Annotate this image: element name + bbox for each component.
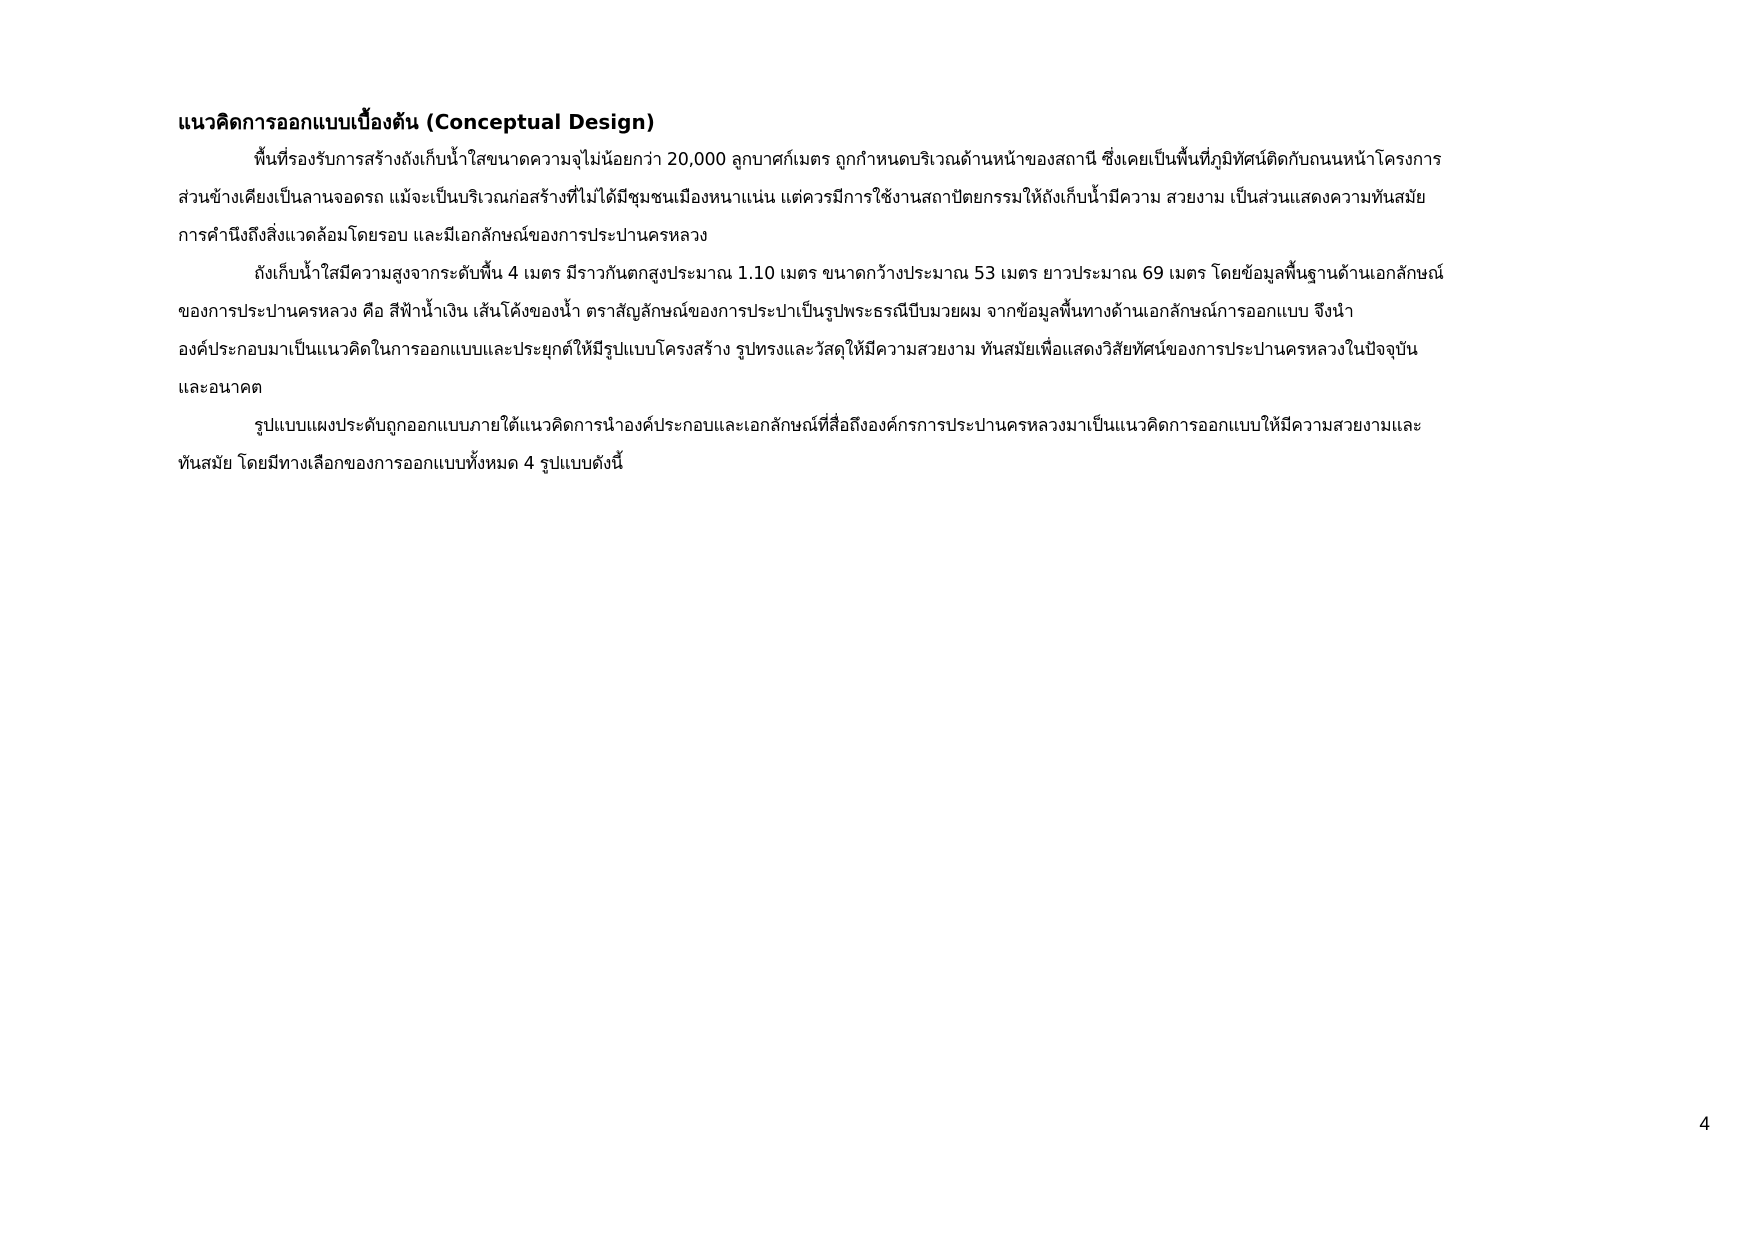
paragraph-line: พื้นที่รองรับการสร้างถังเก็บน้ำใสขนาดความจุไม่น้อยกว่า 20,000 ลูกบาศก์เมตร ถูกกำหนดบริเวณด้านหน้าของสถานี ซึ่งเคยเป็นพื้นที่ภูมิทัศน์ติดกับถนนหน้าโครงการ [254,150,1442,170]
paragraph-line: และอนาคต [178,378,262,398]
section-heading: แนวคิดการออกแบบเบื้องต้น (Conceptual Design) [178,110,655,134]
paragraph-3 [178,407,1708,483]
paragraph-line: องค์ประกอบมาเป็นแนวคิดในการออกแบบและประยุกต์ให้มีรูปแบบโครงสร้าง รูปทรงและวัสดุให้มีความสวยงาม ทันสมัยเพื่อแสดงวิสัยทัศน์ของการประปานครหลวงในปัจจุบัน [178,340,1418,360]
page-number: 4 [1699,1114,1710,1135]
paragraph-1 [178,141,1708,255]
paragraph-line: ถังเก็บน้ำใสมีความสูงจากระดับพื้น 4 เมตร มีราวกันตกสูงประมาณ 1.10 เมตร ขนาดกว้างประมาณ 53 เมตร ยาวประมาณ 69 เมตร โดยข้อมูลพื้นฐานด้านเอกลักษณ์ [254,264,1444,284]
paragraph-line: การคำนึงถึงสิ่งแวดล้อมโดยรอบ และมีเอกลักษณ์ของการประปานครหลวง [178,226,708,246]
paragraph-line: ทันสมัย โดยมีทางเลือกของการออกแบบทั้งหมด 4 รูปแบบดังนี้ [178,454,623,474]
document-body [178,103,1708,483]
paragraph-2 [178,255,1708,407]
paragraph-line: รูปแบบแผงประดับถูกออกแบบภายใต้แนวคิดการนำองค์ประกอบและเอกลักษณ์ที่สื่อถึงองค์กรการประปานครหลวงมาเป็นแนวคิดการออกแบบให้มีความสวยงามและ [254,416,1422,436]
paragraph-line: ส่วนข้างเคียงเป็นลานจอดรถ แม้จะเป็นบริเวณก่อสร้างที่ไม่ได้มีชุมชนเมืองหนาแน่น แต่ควรมีการใช้งานสถาปัตยกรรมให้ถังเก็บน้ำมีความ สวยงาม เป็นส่วนแสดงความทันสมัย [178,188,1426,208]
paragraph-line: ของการประปานครหลวง คือ สีฟ้าน้ำเงิน เส้นโค้งของน้ำ ตราสัญลักษณ์ของการประปาเป็นรูปพระธรณีบีบมวยผม จากข้อมูลพื้นทางด้านเอกลักษณ์การออกแบบ จึงนำ [178,302,1354,322]
